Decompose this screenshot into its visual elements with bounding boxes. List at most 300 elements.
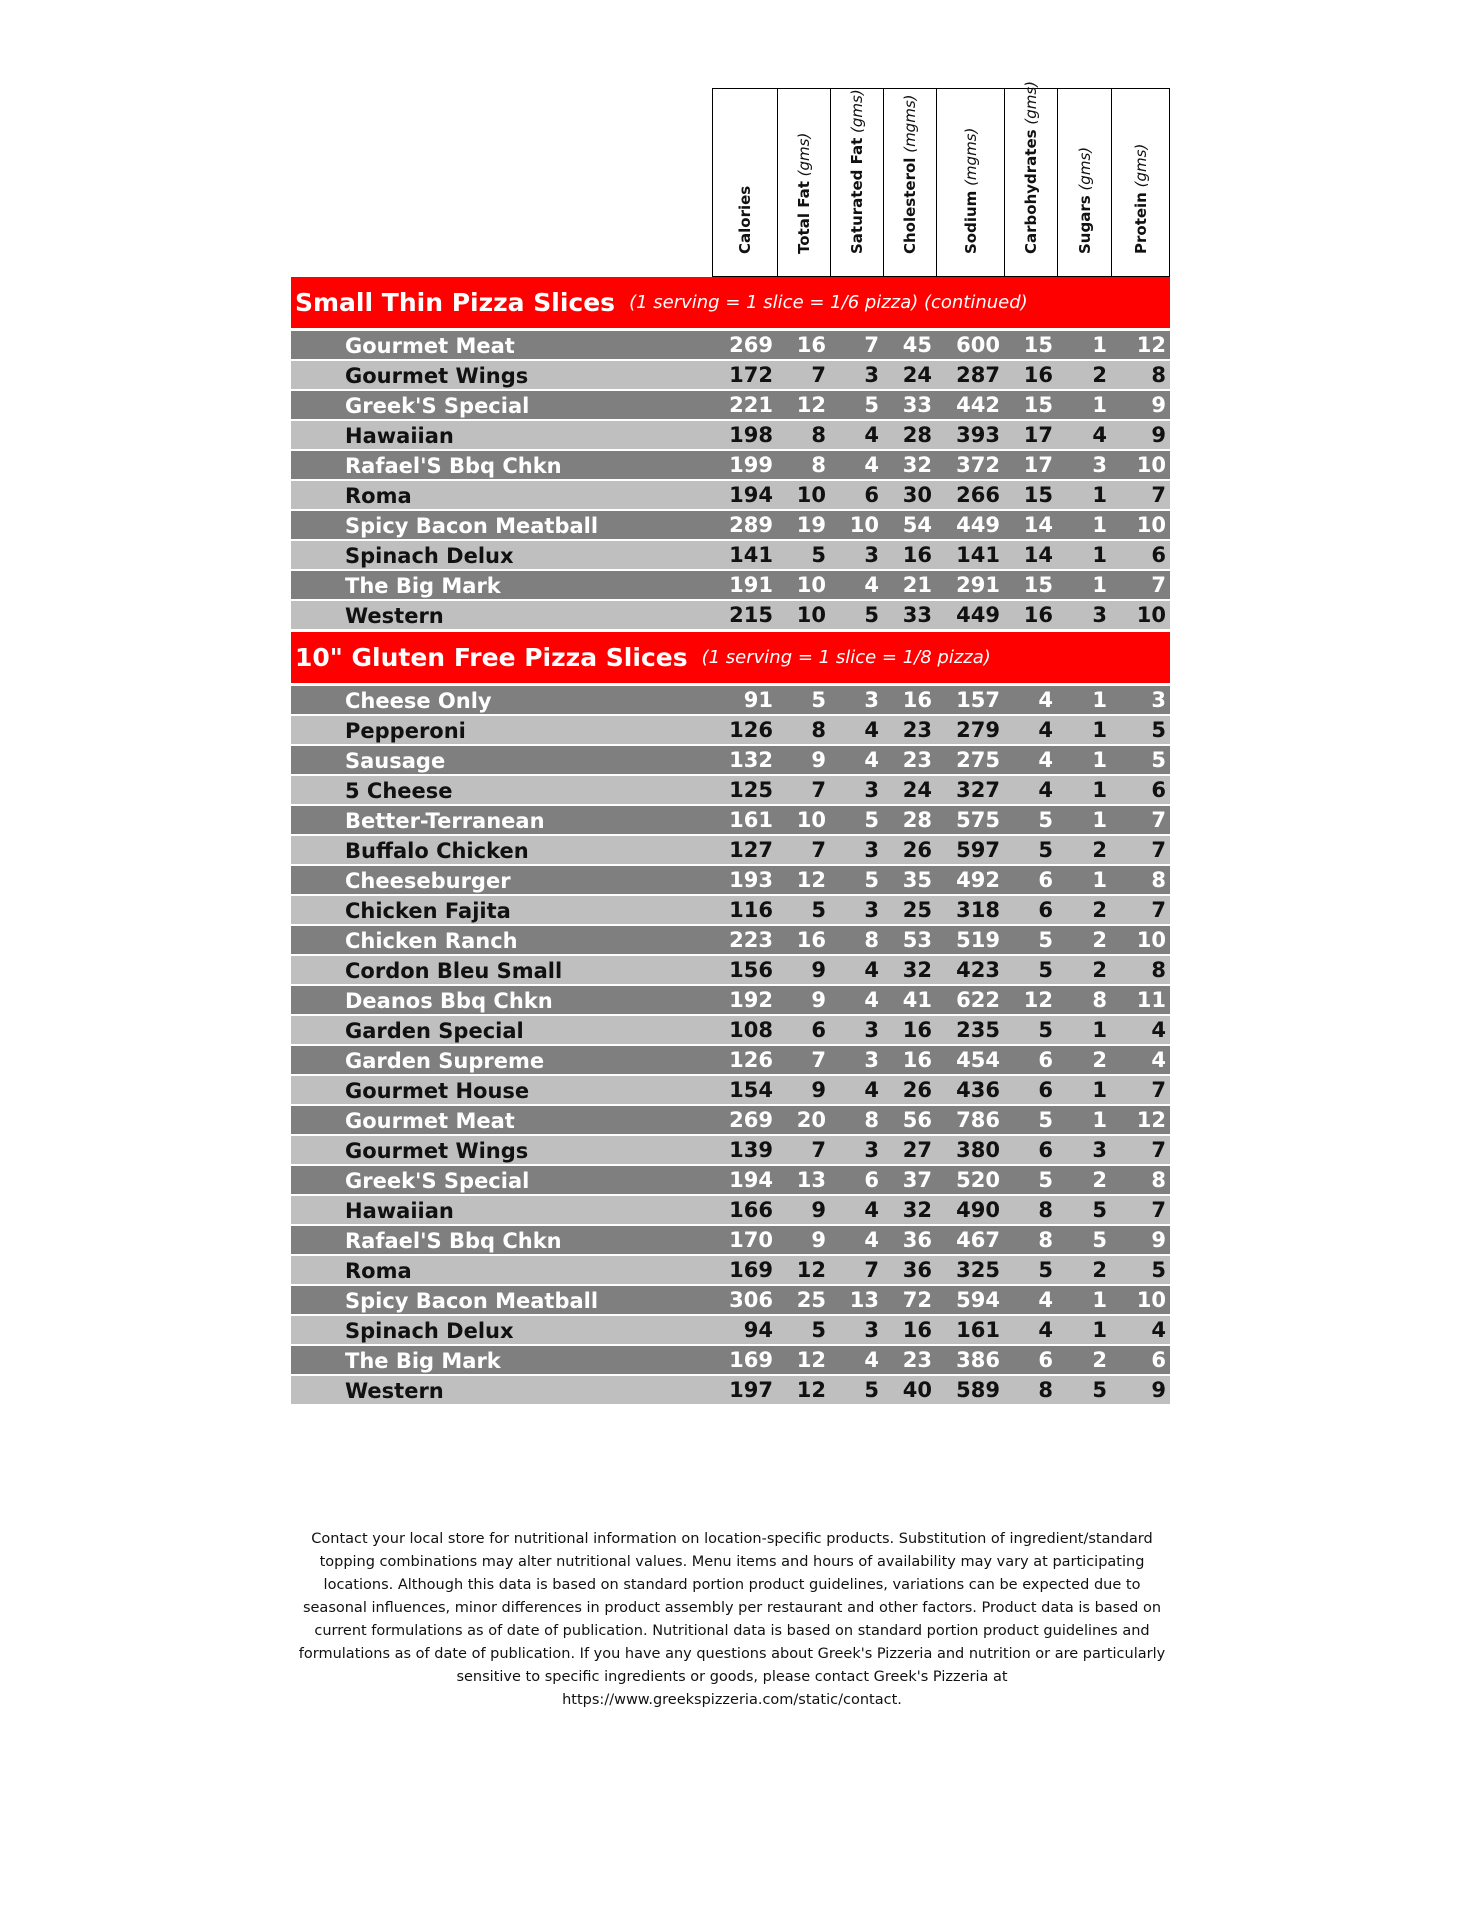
cell-cholesterol: 23 — [902, 748, 932, 772]
cell-sugars: 1 — [1092, 1288, 1107, 1312]
cell-carbohydrates: 5 — [1038, 928, 1053, 952]
cell-sodium: 318 — [956, 898, 1000, 922]
column-header-label: Sodium (mgms) — [961, 127, 980, 254]
cell-calories: 215 — [729, 603, 773, 627]
section-title-bar — [291, 632, 1170, 683]
cell-protein: 8 — [1151, 363, 1166, 387]
cell-cholesterol: 21 — [902, 573, 932, 597]
cell-sodium: 449 — [956, 603, 1000, 627]
cell-sugars: 1 — [1092, 543, 1107, 567]
column-header-calories — [712, 88, 777, 277]
cell-calories: 127 — [729, 838, 773, 862]
cell-sugars: 2 — [1092, 838, 1107, 862]
cell-sugars: 1 — [1092, 688, 1107, 712]
cell-calories: 289 — [729, 513, 773, 537]
cell-calories: 269 — [729, 1108, 773, 1132]
cell-saturated-fat: 4 — [864, 988, 879, 1012]
cell-protein: 5 — [1151, 748, 1166, 772]
cell-carbohydrates: 4 — [1038, 778, 1053, 802]
cell-cholesterol: 16 — [902, 688, 932, 712]
cell-saturated-fat: 8 — [864, 928, 879, 952]
cell-total-fat: 9 — [811, 988, 826, 1012]
item-name: Spinach Delux — [345, 544, 514, 568]
cell-protein: 3 — [1151, 688, 1166, 712]
cell-saturated-fat: 5 — [864, 808, 879, 832]
cell-carbohydrates: 4 — [1038, 688, 1053, 712]
item-name: Garden Supreme — [345, 1049, 545, 1073]
cell-sugars: 5 — [1092, 1198, 1107, 1222]
table-row — [291, 331, 1170, 359]
cell-sodium: 594 — [956, 1288, 1000, 1312]
cell-sugars: 1 — [1092, 573, 1107, 597]
cell-total-fat: 7 — [811, 1048, 826, 1072]
cell-calories: 154 — [729, 1078, 773, 1102]
cell-carbohydrates: 4 — [1038, 748, 1053, 772]
cell-total-fat: 13 — [796, 1168, 826, 1192]
cell-sodium: 622 — [956, 988, 1000, 1012]
section-title-bar — [291, 277, 1170, 328]
cell-protein: 6 — [1151, 1348, 1166, 1372]
item-name: Hawaiian — [345, 1199, 454, 1223]
table-row — [291, 1286, 1170, 1314]
cell-carbohydrates: 6 — [1038, 868, 1053, 892]
cell-sugars: 1 — [1092, 333, 1107, 357]
cell-calories: 132 — [729, 748, 773, 772]
cell-sodium: 325 — [956, 1258, 1000, 1282]
cell-sodium: 449 — [956, 513, 1000, 537]
cell-carbohydrates: 8 — [1038, 1198, 1053, 1222]
cell-cholesterol: 16 — [902, 1018, 932, 1042]
cell-calories: 169 — [729, 1258, 773, 1282]
cell-protein: 5 — [1151, 1258, 1166, 1282]
item-name: Pepperoni — [345, 719, 466, 743]
cell-cholesterol: 32 — [902, 453, 932, 477]
cell-sodium: 600 — [956, 333, 1000, 357]
cell-calories: 108 — [729, 1018, 773, 1042]
table-row — [291, 1166, 1170, 1194]
cell-sugars: 4 — [1092, 423, 1107, 447]
cell-carbohydrates: 17 — [1023, 453, 1053, 477]
cell-protein: 4 — [1151, 1048, 1166, 1072]
cell-cholesterol: 33 — [902, 603, 932, 627]
item-name: Gourmet House — [345, 1079, 530, 1103]
cell-sodium: 266 — [956, 483, 1000, 507]
item-name: Garden Special — [345, 1019, 524, 1043]
section-title: Small Thin Pizza Slices — [295, 288, 616, 317]
cell-cholesterol: 23 — [902, 1348, 932, 1372]
item-name: Spicy Bacon Meatball — [345, 1289, 599, 1313]
item-name: Western — [345, 1379, 444, 1403]
cell-carbohydrates: 6 — [1038, 1078, 1053, 1102]
cell-calories: 306 — [729, 1288, 773, 1312]
table-row — [291, 1256, 1170, 1284]
cell-carbohydrates: 12 — [1023, 988, 1053, 1012]
cell-carbohydrates: 4 — [1038, 1318, 1053, 1342]
cell-sugars: 1 — [1092, 483, 1107, 507]
table-row — [291, 541, 1170, 569]
cell-calories: 156 — [729, 958, 773, 982]
cell-sugars: 2 — [1092, 1348, 1107, 1372]
cell-calories: 94 — [743, 1318, 773, 1342]
cell-protein: 9 — [1151, 423, 1166, 447]
cell-calories: 166 — [729, 1198, 773, 1222]
cell-sugars: 2 — [1092, 928, 1107, 952]
item-name: Spinach Delux — [345, 1319, 514, 1343]
cell-carbohydrates: 16 — [1023, 363, 1053, 387]
column-header-total-fat — [777, 88, 830, 277]
cell-saturated-fat: 5 — [864, 868, 879, 892]
cell-saturated-fat: 4 — [864, 1078, 879, 1102]
item-name: Better-Terranean — [345, 809, 545, 833]
cell-cholesterol: 16 — [902, 1318, 932, 1342]
table-row — [291, 1106, 1170, 1134]
cell-carbohydrates: 5 — [1038, 1258, 1053, 1282]
item-name: Chicken Fajita — [345, 899, 511, 923]
table-row — [291, 1136, 1170, 1164]
table-row — [291, 1076, 1170, 1104]
table-row — [291, 686, 1170, 714]
cell-saturated-fat: 5 — [864, 393, 879, 417]
cell-sodium: 575 — [956, 808, 1000, 832]
cell-calories: 161 — [729, 808, 773, 832]
cell-sodium: 597 — [956, 838, 1000, 862]
column-header-protein — [1111, 88, 1170, 277]
cell-protein: 10 — [1136, 928, 1166, 952]
cell-cholesterol: 16 — [902, 1048, 932, 1072]
cell-carbohydrates: 5 — [1038, 838, 1053, 862]
cell-cholesterol: 36 — [902, 1228, 932, 1252]
cell-sodium: 786 — [956, 1108, 1000, 1132]
cell-saturated-fat: 5 — [864, 1378, 879, 1402]
item-name: Chicken Ranch — [345, 929, 518, 953]
cell-saturated-fat: 4 — [864, 423, 879, 447]
cell-protein: 7 — [1151, 1078, 1166, 1102]
cell-cholesterol: 40 — [902, 1378, 932, 1402]
cell-carbohydrates: 15 — [1023, 333, 1053, 357]
cell-calories: 194 — [729, 1168, 773, 1192]
cell-total-fat: 10 — [796, 573, 826, 597]
cell-calories: 116 — [729, 898, 773, 922]
cell-calories: 91 — [743, 688, 773, 712]
cell-cholesterol: 27 — [902, 1138, 932, 1162]
cell-sodium: 490 — [956, 1198, 1000, 1222]
cell-sugars: 2 — [1092, 1258, 1107, 1282]
cell-carbohydrates: 8 — [1038, 1228, 1053, 1252]
table-row — [291, 1226, 1170, 1254]
cell-saturated-fat: 3 — [864, 1018, 879, 1042]
cell-calories: 141 — [729, 543, 773, 567]
cell-sodium: 372 — [956, 453, 1000, 477]
cell-saturated-fat: 7 — [864, 333, 879, 357]
cell-sugars: 5 — [1092, 1378, 1107, 1402]
cell-carbohydrates: 14 — [1023, 543, 1053, 567]
column-header-cholesterol — [883, 88, 936, 277]
cell-protein: 8 — [1151, 1168, 1166, 1192]
cell-saturated-fat: 8 — [864, 1108, 879, 1132]
cell-saturated-fat: 3 — [864, 1138, 879, 1162]
cell-calories: 192 — [729, 988, 773, 1012]
cell-saturated-fat: 4 — [864, 748, 879, 772]
cell-carbohydrates: 6 — [1038, 898, 1053, 922]
cell-sodium: 393 — [956, 423, 1000, 447]
cell-carbohydrates: 5 — [1038, 1168, 1053, 1192]
cell-sodium: 467 — [956, 1228, 1000, 1252]
cell-total-fat: 8 — [811, 423, 826, 447]
cell-cholesterol: 35 — [902, 868, 932, 892]
item-name: Gourmet Meat — [345, 334, 515, 358]
cell-carbohydrates: 4 — [1038, 718, 1053, 742]
cell-sodium: 275 — [956, 748, 1000, 772]
cell-sugars: 5 — [1092, 1228, 1107, 1252]
cell-saturated-fat: 3 — [864, 778, 879, 802]
cell-cholesterol: 24 — [902, 778, 932, 802]
cell-calories: 198 — [729, 423, 773, 447]
cell-calories: 223 — [729, 928, 773, 952]
cell-total-fat: 5 — [811, 543, 826, 567]
cell-total-fat: 5 — [811, 1318, 826, 1342]
cell-cholesterol: 25 — [902, 898, 932, 922]
section-serving-note: (1 serving = 1 slice = 1/6 pizza) (continued) — [629, 292, 1028, 313]
cell-cholesterol: 54 — [902, 513, 932, 537]
cell-cholesterol: 26 — [902, 838, 932, 862]
item-name: Rafael'S Bbq Chkn — [345, 454, 562, 478]
column-header-label: Sugars (gms) — [1075, 146, 1094, 254]
cell-protein: 11 — [1136, 988, 1166, 1012]
cell-calories: 172 — [729, 363, 773, 387]
item-name: Spicy Bacon Meatball — [345, 514, 599, 538]
cell-carbohydrates: 15 — [1023, 393, 1053, 417]
cell-total-fat: 7 — [811, 363, 826, 387]
table-row — [291, 986, 1170, 1014]
table-row — [291, 896, 1170, 924]
cell-saturated-fat: 4 — [864, 453, 879, 477]
cell-protein: 7 — [1151, 573, 1166, 597]
table-row — [291, 1316, 1170, 1344]
cell-protein: 7 — [1151, 483, 1166, 507]
cell-sugars: 3 — [1092, 603, 1107, 627]
cell-calories: 170 — [729, 1228, 773, 1252]
cell-total-fat: 12 — [796, 1258, 826, 1282]
item-name: Roma — [345, 1259, 412, 1283]
cell-sodium: 380 — [956, 1138, 1000, 1162]
cell-total-fat: 8 — [811, 453, 826, 477]
cell-sodium: 327 — [956, 778, 1000, 802]
column-header-label: Carbohydrates (gms) — [1022, 81, 1040, 254]
cell-carbohydrates: 14 — [1023, 513, 1053, 537]
item-name: Cheeseburger — [345, 869, 511, 893]
cell-sugars: 3 — [1092, 453, 1107, 477]
cell-calories: 221 — [729, 393, 773, 417]
table-row — [291, 421, 1170, 449]
cell-protein: 9 — [1151, 393, 1166, 417]
cell-calories: 169 — [729, 1348, 773, 1372]
item-name: Hawaiian — [345, 424, 454, 448]
cell-cholesterol: 26 — [902, 1078, 932, 1102]
cell-saturated-fat: 3 — [864, 543, 879, 567]
table-row — [291, 956, 1170, 984]
table-row — [291, 391, 1170, 419]
cell-sodium: 161 — [956, 1318, 1000, 1342]
cell-sugars: 1 — [1092, 1318, 1107, 1342]
item-name: Cheese Only — [345, 689, 492, 713]
cell-protein: 12 — [1136, 333, 1166, 357]
table-row — [291, 866, 1170, 894]
cell-protein: 7 — [1151, 1138, 1166, 1162]
cell-cholesterol: 28 — [902, 423, 932, 447]
cell-sodium: 589 — [956, 1378, 1000, 1402]
item-name: Greek'S Special — [345, 1169, 530, 1193]
cell-carbohydrates: 4 — [1038, 1288, 1053, 1312]
cell-cholesterol: 16 — [902, 543, 932, 567]
cell-sodium: 520 — [956, 1168, 1000, 1192]
table-row — [291, 746, 1170, 774]
cell-calories: 199 — [729, 453, 773, 477]
cell-protein: 7 — [1151, 838, 1166, 862]
cell-protein: 8 — [1151, 868, 1166, 892]
cell-calories: 194 — [729, 483, 773, 507]
item-name: Gourmet Meat — [345, 1109, 515, 1133]
table-row — [291, 1016, 1170, 1044]
cell-sugars: 1 — [1092, 1108, 1107, 1132]
table-row — [291, 451, 1170, 479]
cell-cholesterol: 32 — [902, 1198, 932, 1222]
cell-total-fat: 9 — [811, 1198, 826, 1222]
cell-sodium: 423 — [956, 958, 1000, 982]
cell-sodium: 386 — [956, 1348, 1000, 1372]
cell-cholesterol: 41 — [902, 988, 932, 1012]
cell-calories: 193 — [729, 868, 773, 892]
table-row — [291, 926, 1170, 954]
cell-total-fat: 7 — [811, 838, 826, 862]
cell-saturated-fat: 3 — [864, 1048, 879, 1072]
cell-sodium: 454 — [956, 1048, 1000, 1072]
cell-calories: 191 — [729, 573, 773, 597]
cell-total-fat: 9 — [811, 748, 826, 772]
cell-protein: 4 — [1151, 1318, 1166, 1342]
table-row — [291, 481, 1170, 509]
cell-cholesterol: 28 — [902, 808, 932, 832]
cell-cholesterol: 36 — [902, 1258, 932, 1282]
cell-total-fat: 5 — [811, 688, 826, 712]
cell-saturated-fat: 4 — [864, 1348, 879, 1372]
column-headers — [712, 81, 1170, 277]
cell-protein: 4 — [1151, 1018, 1166, 1042]
cell-calories: 126 — [729, 1048, 773, 1072]
cell-saturated-fat: 3 — [864, 363, 879, 387]
column-header-saturated-fat — [830, 88, 883, 277]
cell-total-fat: 7 — [811, 1138, 826, 1162]
table-row — [291, 571, 1170, 599]
table-row — [291, 601, 1170, 629]
cell-protein: 12 — [1136, 1108, 1166, 1132]
cell-carbohydrates: 5 — [1038, 958, 1053, 982]
cell-protein: 9 — [1151, 1378, 1166, 1402]
cell-cholesterol: 37 — [902, 1168, 932, 1192]
disclaimer-text: Contact your local store for nutritional information on location-specific products. Substitution of ingredient/standard topping combinations may alter nutritional values. Menu items and hours of availability may vary at participating locations. Although this data is based on standard portion product guidelines, variations can be expected due to seasonal influences, minor differences in product assembly per restaurant and other factors. Product data is based on current formulations as of date of publication. Nutritional data is based on standard portion product guidelines and formulations as of date of publication. If you have any questions about Greek's Pizzeria and nutrition or are particularly sensitive to specific ingredients or goods, please contact Greek's Pizzeria at https://www.greekspizzeria.com/static/contact. — [298, 1531, 1166, 1708]
cell-sodium: 519 — [956, 928, 1000, 952]
cell-total-fat: 6 — [811, 1018, 826, 1042]
cell-saturated-fat: 6 — [864, 483, 879, 507]
column-header-label: Total Fat (gms) — [795, 132, 813, 254]
table-row — [291, 1196, 1170, 1224]
cell-sugars: 8 — [1092, 988, 1107, 1012]
cell-total-fat: 10 — [796, 808, 826, 832]
cell-calories: 269 — [729, 333, 773, 357]
cell-sodium: 141 — [956, 543, 1000, 567]
cell-protein: 10 — [1136, 513, 1166, 537]
cell-total-fat: 8 — [811, 718, 826, 742]
cell-sugars: 2 — [1092, 1048, 1107, 1072]
cell-saturated-fat: 3 — [864, 838, 879, 862]
cell-sodium: 442 — [956, 393, 1000, 417]
cell-carbohydrates: 15 — [1023, 573, 1053, 597]
item-name: 5 Cheese — [345, 779, 453, 803]
cell-total-fat: 20 — [796, 1108, 826, 1132]
column-header-label: Calories — [736, 185, 754, 254]
cell-carbohydrates: 6 — [1038, 1048, 1053, 1072]
item-name: Sausage — [345, 749, 446, 773]
cell-total-fat: 16 — [796, 928, 826, 952]
cell-saturated-fat: 7 — [864, 1258, 879, 1282]
cell-total-fat: 12 — [796, 868, 826, 892]
column-header-label: Cholesterol (mgms) — [901, 94, 919, 254]
cell-cholesterol: 45 — [902, 333, 932, 357]
table-row — [291, 1376, 1170, 1404]
cell-sugars: 3 — [1092, 1138, 1107, 1162]
cell-saturated-fat: 6 — [864, 1168, 879, 1192]
cell-sugars: 1 — [1092, 513, 1107, 537]
cell-saturated-fat: 5 — [864, 603, 879, 627]
cell-protein: 6 — [1151, 543, 1166, 567]
section-title: 10" Gluten Free Pizza Slices — [295, 643, 688, 672]
cell-sugars: 2 — [1092, 363, 1107, 387]
cell-total-fat: 16 — [796, 333, 826, 357]
cell-saturated-fat: 3 — [864, 1318, 879, 1342]
cell-total-fat: 9 — [811, 958, 826, 982]
cell-cholesterol: 56 — [902, 1108, 932, 1132]
cell-saturated-fat: 3 — [864, 688, 879, 712]
cell-total-fat: 9 — [811, 1228, 826, 1252]
cell-sugars: 2 — [1092, 898, 1107, 922]
cell-sodium: 279 — [956, 718, 1000, 742]
cell-protein: 6 — [1151, 778, 1166, 802]
cell-carbohydrates: 5 — [1038, 808, 1053, 832]
cell-sugars: 1 — [1092, 1078, 1107, 1102]
cell-sugars: 1 — [1092, 748, 1107, 772]
cell-cholesterol: 32 — [902, 958, 932, 982]
cell-total-fat: 12 — [796, 1348, 826, 1372]
cell-saturated-fat: 10 — [849, 513, 879, 537]
cell-protein: 10 — [1136, 453, 1166, 477]
cell-total-fat: 7 — [811, 778, 826, 802]
cell-cholesterol: 53 — [902, 928, 932, 952]
cell-carbohydrates: 6 — [1038, 1348, 1053, 1372]
cell-saturated-fat: 4 — [864, 718, 879, 742]
table-row — [291, 716, 1170, 744]
cell-protein: 10 — [1136, 603, 1166, 627]
cell-sugars: 1 — [1092, 808, 1107, 832]
cell-sugars: 1 — [1092, 778, 1107, 802]
cell-cholesterol: 33 — [902, 393, 932, 417]
item-name: Gourmet Wings — [345, 364, 529, 388]
cell-protein: 7 — [1151, 808, 1166, 832]
cell-saturated-fat: 13 — [849, 1288, 879, 1312]
cell-total-fat: 10 — [796, 603, 826, 627]
item-name: Deanos Bbq Chkn — [345, 989, 553, 1013]
table-row — [291, 361, 1170, 389]
table-row — [291, 806, 1170, 834]
item-name: Western — [345, 604, 444, 628]
